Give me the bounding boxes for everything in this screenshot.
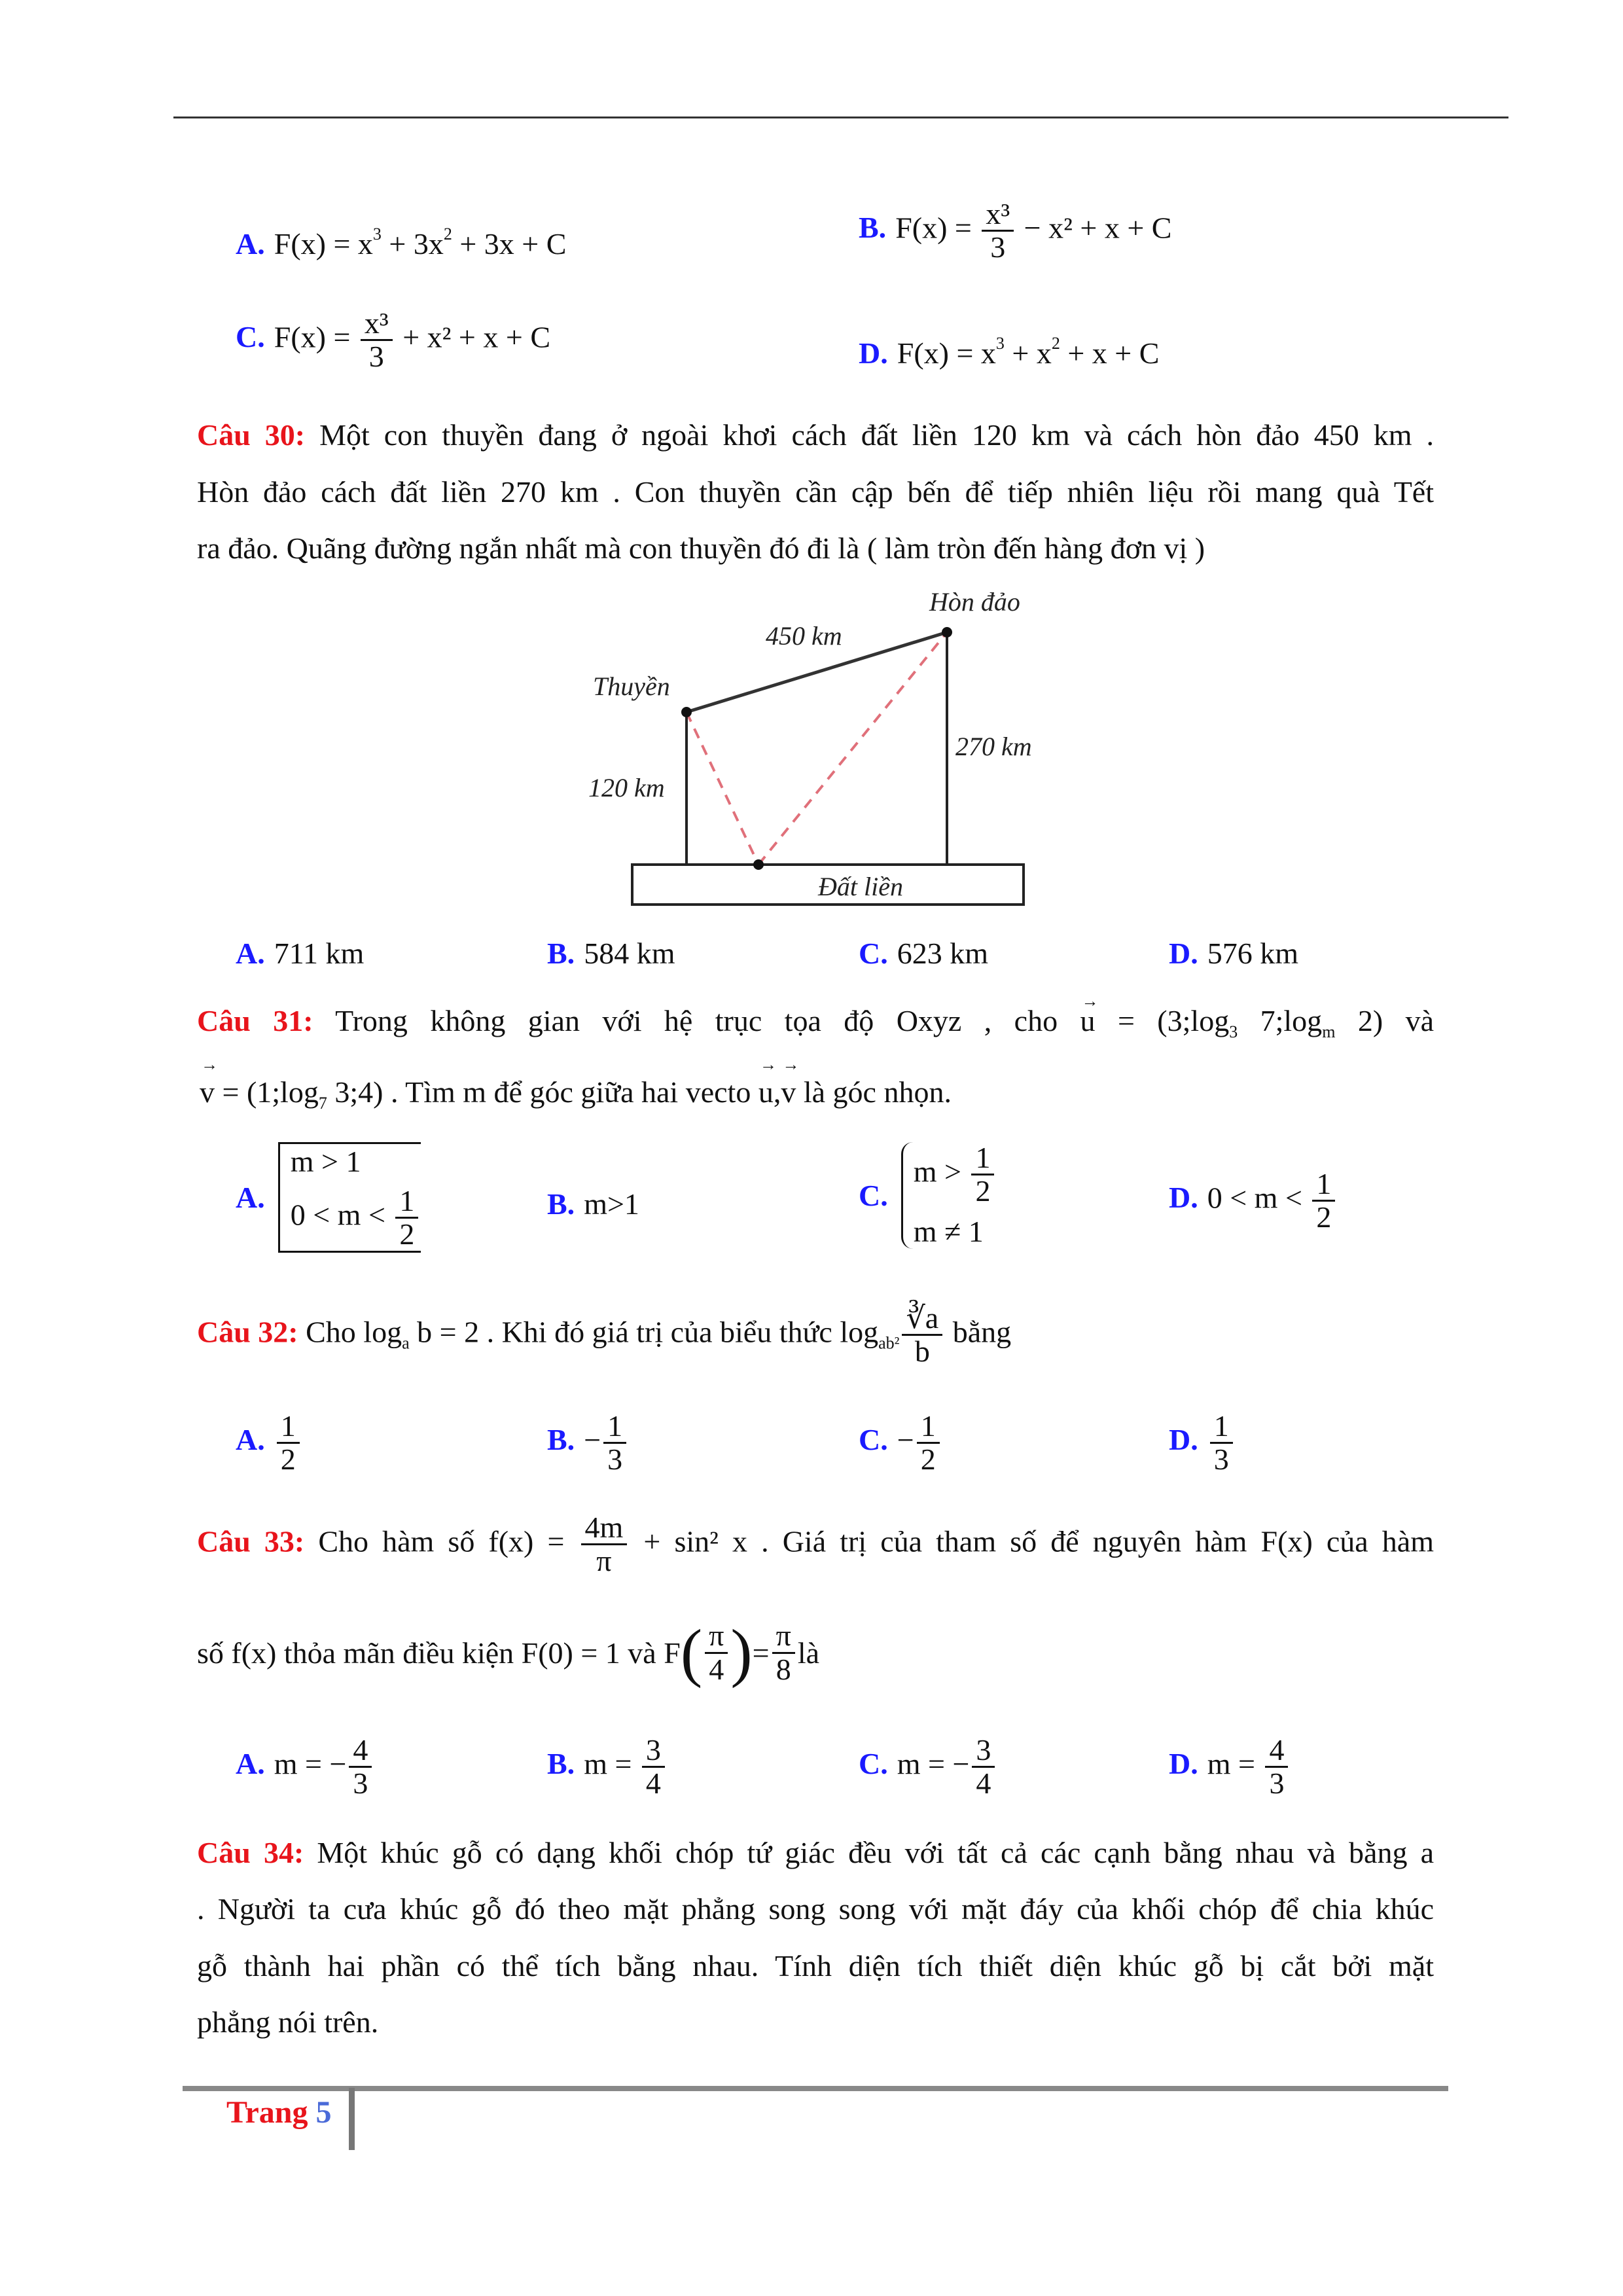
fraction (902, 1302, 942, 1368)
numerator: π (772, 1620, 795, 1653)
option-label: D. (1169, 1423, 1198, 1457)
option-label: C. (859, 1423, 888, 1457)
question-text: là góc nhọn. (796, 1075, 952, 1109)
fraction (705, 1620, 728, 1685)
q31-line-1 (197, 1001, 1434, 1052)
case: m ≠ 1 (913, 1214, 984, 1248)
q33-option-a (236, 1734, 374, 1800)
expr: + 3x (381, 227, 444, 260)
question-text: là (797, 1636, 820, 1670)
denominator: π (596, 1544, 612, 1578)
option-label: B. (547, 1187, 575, 1221)
expr: = (752, 1636, 770, 1670)
fraction (349, 1734, 372, 1800)
mainland-label: Đất liền (818, 872, 903, 901)
denominator: 2 (280, 1443, 296, 1477)
numerator: x³ (361, 308, 393, 341)
option-label: C. (859, 937, 888, 970)
option-label: C. (859, 1178, 888, 1212)
fraction (642, 1734, 665, 1800)
fraction (971, 1142, 994, 1208)
fraction (1312, 1168, 1335, 1234)
question-text: Cho log (298, 1315, 402, 1349)
expr: + x (1004, 336, 1052, 370)
expr: + x + C (1060, 336, 1160, 370)
expr: + 3x + C (452, 227, 567, 260)
fraction (1210, 1410, 1233, 1476)
fraction (917, 1410, 940, 1476)
q31-line-2 (200, 1075, 952, 1113)
numerator: 1 (971, 1142, 994, 1175)
q30-line-3: ra đảo. Quãng đường ngắn nhất mà con thuyền đó đi là ( làm tròn đến hàng đơn vị ) (197, 531, 1205, 565)
question-text: . Tìm m để góc giữa hai vecto (383, 1075, 758, 1109)
distance-450-label: 450 km (766, 621, 842, 651)
fraction (772, 1620, 795, 1685)
case: m > 1 (290, 1145, 361, 1178)
numerator: 1 (1210, 1410, 1233, 1444)
q30-option-a (236, 936, 364, 971)
denominator: 3 (607, 1443, 623, 1477)
page-label: Trang (226, 2095, 308, 2130)
numerator: 1 (395, 1185, 418, 1219)
numerator: 1 (603, 1410, 626, 1444)
expr: = (3;log (1095, 1004, 1230, 1037)
q33-line-2 (197, 1616, 820, 1689)
q30-option-d (1169, 936, 1298, 971)
q30-option-b (547, 936, 675, 971)
option-label: D. (859, 336, 888, 370)
exp: 2 (1051, 334, 1060, 353)
question-number: Câu 30: (197, 418, 306, 452)
vector-u: → u (1080, 1001, 1096, 1041)
case (914, 1142, 997, 1208)
expr: F(x) = (274, 320, 358, 354)
q34-line-1 (197, 1833, 1434, 1873)
expr: m = − (897, 1747, 970, 1781)
denominator: 4 (976, 1767, 991, 1801)
brace-cases (901, 1142, 997, 1249)
expr: 0 < m < (1207, 1181, 1310, 1215)
expr: m > (913, 1155, 969, 1189)
question-text: số f(x) thỏa mãn điều kiện F(0) = 1 và F (197, 1636, 681, 1670)
expr: 7;log (1238, 1004, 1323, 1037)
option-label: B. (547, 1423, 575, 1457)
option-label: B. (547, 1747, 575, 1781)
q32-line (197, 1302, 1011, 1368)
numerator: 1 (277, 1410, 300, 1444)
distance-120-label: 120 km (588, 773, 665, 802)
numerator: 3 (642, 1734, 665, 1768)
option-label: A. (236, 1423, 265, 1457)
vector-u: → u (758, 1075, 774, 1109)
fraction (395, 1185, 418, 1251)
option-label: B. (547, 937, 575, 970)
landing-point (753, 859, 764, 870)
q30-option-c (859, 936, 988, 971)
question-number: Câu 34: (197, 1836, 304, 1869)
numerator: 1 (917, 1410, 940, 1444)
question-text: b = 2 . Khi đó giá trị của biểu thức log (409, 1315, 879, 1349)
q32-option-a (236, 1410, 302, 1476)
option-label: D. (1169, 1181, 1198, 1215)
boat-label: Thuyền (593, 672, 670, 701)
q33-option-c (859, 1734, 997, 1800)
boat-land-dashed-line (687, 712, 758, 865)
log-base: ab² (878, 1333, 900, 1353)
numerator: 1 (1312, 1168, 1335, 1202)
denominator: 2 (1316, 1200, 1332, 1234)
numerator: 4m (581, 1512, 628, 1545)
numerator: 3 (972, 1734, 995, 1768)
denominator: 4 (709, 1652, 724, 1686)
page-value: 5 (315, 2095, 332, 2130)
expr: m = (1207, 1747, 1263, 1781)
option-label: A. (236, 1747, 265, 1781)
numerator: ∛a (902, 1302, 942, 1336)
denominator: 2 (399, 1217, 415, 1251)
vector-v: → v (781, 1075, 796, 1109)
question-text: Một con thuyền đang ở ngoài khơi cách đất liền 120 km và cách hòn đảo 450 km . (305, 418, 1434, 452)
q32-option-b (547, 1410, 629, 1476)
vector-u-expr (1080, 1004, 1383, 1041)
island-label: Hòn đảo (929, 587, 1020, 617)
q33-option-b (547, 1734, 668, 1800)
q33-line-1 (197, 1512, 1434, 1577)
log-base: 3 (1229, 1022, 1238, 1041)
expr: m = (584, 1747, 639, 1781)
expr: F(x) = x (274, 227, 373, 260)
log-base: m (1322, 1022, 1336, 1041)
question-text: bằng (945, 1315, 1012, 1349)
denominator: 3 (1269, 1767, 1285, 1801)
expr: = (1;log (215, 1075, 319, 1109)
option-label: D. (1169, 937, 1198, 970)
option-label: C. (236, 320, 265, 354)
expr: F(x) = x (897, 336, 996, 370)
option-label: A. (236, 227, 265, 260)
fraction (603, 1410, 626, 1476)
footer-rule (183, 2086, 1448, 2091)
q34-line-3: gỗ thành hai phần có thể tích bằng nhau. Tính diện tích thiết diện khúc gỗ bị cắt bởi mặt (197, 1949, 1434, 1982)
question-text: Cho hàm số f(x) = (304, 1524, 579, 1558)
comma: , (773, 1075, 781, 1109)
parenthesized-fraction: ( $\frac{\pi}{4}$ ) (680, 1616, 753, 1689)
exp: 2 (443, 224, 452, 243)
bracket-cases (278, 1142, 421, 1253)
denominator: 3 (368, 340, 384, 374)
island-point (942, 627, 952, 637)
numerator: 4 (1265, 1734, 1288, 1768)
numerator: 4 (349, 1734, 372, 1768)
option-text: 711 km (274, 937, 365, 970)
log-base: 7 (318, 1094, 327, 1113)
land-island-dashed-line (758, 632, 947, 865)
numerator: π (705, 1620, 728, 1653)
distance-270-label: 270 km (955, 732, 1032, 761)
log-base: a (402, 1333, 410, 1353)
sign: − (584, 1423, 601, 1457)
option-text: m>1 (584, 1187, 639, 1221)
q34-line-4: phẳng nói trên. (197, 2005, 379, 2039)
vector-v: → v (200, 1075, 215, 1109)
q32-option-c (859, 1410, 942, 1476)
fraction (277, 1410, 300, 1476)
boat-point (681, 707, 692, 717)
question-number: Câu 33: (197, 1524, 305, 1558)
q31-option-a (236, 1142, 421, 1253)
option-label: D. (1169, 1747, 1198, 1781)
fraction (581, 1512, 628, 1577)
page-number (226, 2094, 331, 2130)
expr: − x² + x + C (1016, 211, 1172, 245)
denominator: 2 (975, 1174, 991, 1208)
expr: 2) (1335, 1004, 1383, 1037)
option-label: B. (859, 211, 887, 245)
q31-option-c (859, 1142, 997, 1249)
expr: + x² + x + C (395, 320, 551, 354)
option-label: C. (859, 1747, 888, 1781)
expr: 3;4) (327, 1075, 383, 1109)
expr: F(x) = (895, 211, 980, 245)
footer-divider (349, 2088, 355, 2150)
option-text: 576 km (1207, 937, 1299, 970)
question-number: Câu 32: (197, 1315, 298, 1349)
denominator: 3 (990, 230, 1006, 264)
numerator: x³ (982, 198, 1014, 232)
case (291, 1185, 421, 1251)
expr: 0 < m < (290, 1198, 393, 1232)
denominator: b (914, 1335, 930, 1369)
denominator: 3 (353, 1767, 368, 1801)
sign: − (897, 1423, 914, 1457)
question-text: Trong không gian với hệ trục tọa độ Oxyz , cho (313, 1004, 1058, 1037)
fraction (972, 1734, 995, 1800)
expr: m = − (274, 1747, 347, 1781)
q32-option-d (1169, 1410, 1236, 1476)
boat-island-diagram (0, 0, 1623, 949)
denominator: 8 (776, 1652, 791, 1686)
question-text: + sin² x . Giá trị của tham số để nguyên hàm F(x) của hàm (630, 1524, 1434, 1558)
fraction (1265, 1734, 1288, 1800)
question-number: Câu 31: (197, 1004, 313, 1037)
denominator: 4 (645, 1767, 661, 1801)
exp: 3 (372, 224, 382, 243)
denominator: 2 (920, 1443, 936, 1477)
q30-line-2: Hòn đảo cách đất liền 270 km . Con thuyền cần cập bến để tiếp nhiên liệu rồi mang quà Tết (197, 475, 1434, 509)
q34-line-2: . Người ta cưa khúc gỗ đó theo mặt phẳng song song với mặt đáy của khối chóp để chia khúc (197, 1892, 1434, 1926)
denominator: 3 (1213, 1443, 1229, 1477)
option-label: A. (236, 1180, 265, 1214)
option-text: 623 km (897, 937, 989, 970)
option-text: 584 km (584, 937, 675, 970)
q31-option-d (1169, 1168, 1338, 1234)
question-text: Một khúc gỗ có dạng khối chóp tứ giác đều với tất cả các cạnh bằng nhau và bằng a (304, 1836, 1434, 1869)
q33-option-d (1169, 1734, 1291, 1800)
option-label: A. (236, 937, 265, 970)
q31-option-b (547, 1187, 639, 1221)
exp: 3 (995, 334, 1005, 353)
question-text: và (1405, 1004, 1435, 1037)
